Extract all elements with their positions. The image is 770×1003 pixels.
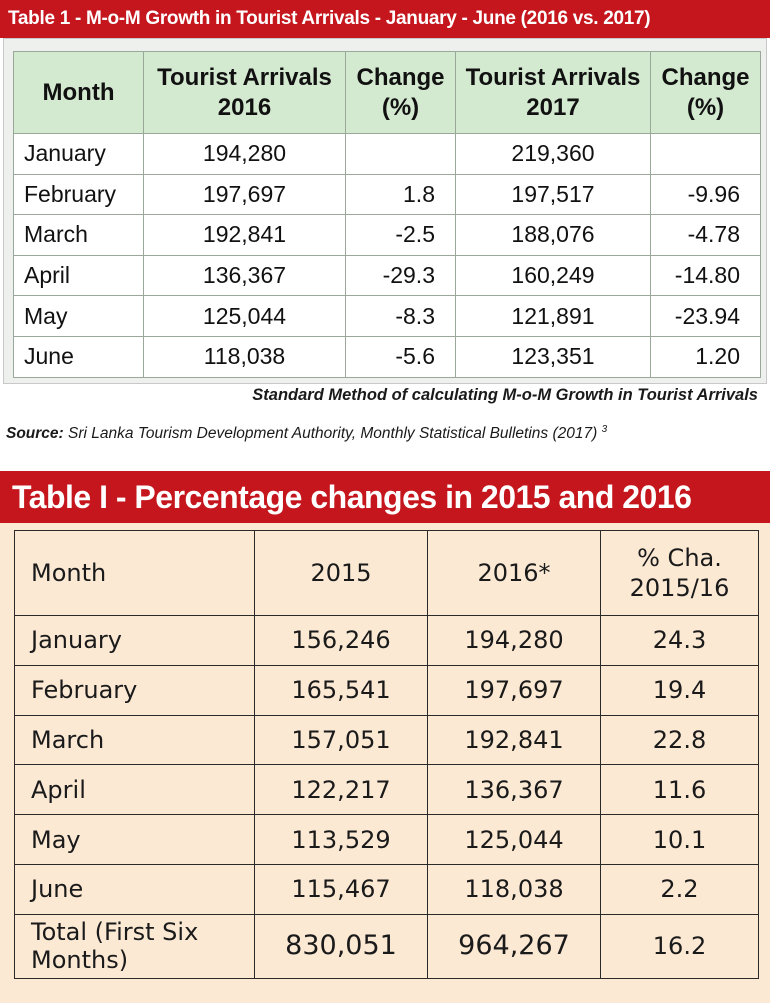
arrivals-2016-cell: 136,367 <box>144 255 346 296</box>
month-cell: April <box>15 765 255 815</box>
table-row <box>15 864 759 914</box>
change-2016-cell: -8.3 <box>346 296 456 337</box>
table1-header-row <box>14 52 761 134</box>
value-2015-cell: 113,529 <box>255 815 428 865</box>
table-row <box>14 296 761 337</box>
table-row <box>15 815 759 865</box>
month-cell: March <box>15 715 255 765</box>
change-2017-cell: -23.94 <box>651 296 761 337</box>
arrivals-2017-cell: 123,351 <box>456 336 651 377</box>
table-row <box>14 174 761 215</box>
table1-header-month: Month <box>14 52 144 134</box>
table-row <box>14 134 761 175</box>
value-2015-cell: 156,246 <box>255 616 428 666</box>
change-2017-cell: -9.96 <box>651 174 761 215</box>
change-2017-cell: 1.20 <box>651 336 761 377</box>
month-cell: January <box>14 134 144 175</box>
table2-header-pct-change: % Cha. 2015/16 <box>601 531 759 616</box>
month-cell: June <box>14 336 144 377</box>
table2-header-2016: 2016* <box>428 531 601 616</box>
arrivals-2016-cell: 192,841 <box>144 215 346 256</box>
table-row <box>15 665 759 715</box>
total-2016-cell: 964,267 <box>428 914 601 978</box>
change-2016-cell: -5.6 <box>346 336 456 377</box>
value-2016-cell: 118,038 <box>428 864 601 914</box>
table-row <box>14 336 761 377</box>
table-row <box>14 255 761 296</box>
table1-header-change-2017: Change (%) <box>651 52 761 134</box>
change-2016-cell <box>346 134 456 175</box>
change-2017-cell: -4.78 <box>651 215 761 256</box>
value-2016-cell: 192,841 <box>428 715 601 765</box>
month-cell: May <box>14 296 144 337</box>
pct-change-cell: 10.1 <box>601 815 759 865</box>
month-cell: February <box>14 174 144 215</box>
change-2016-cell: -2.5 <box>346 215 456 256</box>
arrivals-2016-cell: 125,044 <box>144 296 346 337</box>
month-cell: January <box>15 616 255 666</box>
arrivals-2016-cell: 194,280 <box>144 134 346 175</box>
month-cell: February <box>15 665 255 715</box>
month-cell: June <box>15 864 255 914</box>
table2 <box>14 530 759 979</box>
month-cell: May <box>15 815 255 865</box>
table1-header-change-2016: Change (%) <box>346 52 456 134</box>
table1-title: Table 1 - M-o-M Growth in Tourist Arrivals - January - June (2016 vs. 2017) <box>0 0 770 38</box>
table1 <box>13 51 761 378</box>
value-2015-cell: 165,541 <box>255 665 428 715</box>
arrivals-2016-cell: 118,038 <box>144 336 346 377</box>
table1-header-arrivals-2016: Tourist Arrivals 2016 <box>144 52 346 134</box>
table2-header-2015: 2015 <box>255 531 428 616</box>
change-2017-cell <box>651 134 761 175</box>
value-2015-cell: 122,217 <box>255 765 428 815</box>
table-row <box>15 616 759 666</box>
total-2015-cell: 830,051 <box>255 914 428 978</box>
pct-change-cell: 2.2 <box>601 864 759 914</box>
table2-panel <box>0 523 770 1003</box>
month-cell: April <box>14 255 144 296</box>
value-2015-cell: 115,467 <box>255 864 428 914</box>
total-pct-change-cell: 16.2 <box>601 914 759 978</box>
source-footnote: 3 <box>601 424 608 435</box>
arrivals-2017-cell: 121,891 <box>456 296 651 337</box>
value-2016-cell: 136,367 <box>428 765 601 815</box>
table2-header-row <box>15 531 759 616</box>
value-2016-cell: 194,280 <box>428 616 601 666</box>
source-text: Sri Lanka Tourism Development Authority, Monthly Statistical Bulletins (2017) <box>63 425 602 443</box>
source-label: Source: <box>6 425 64 443</box>
total-label-cell: Total (First Six Months) <box>15 914 255 978</box>
arrivals-2017-cell: 219,360 <box>456 134 651 175</box>
arrivals-2017-cell: 188,076 <box>456 215 651 256</box>
table1-method-note: Standard Method of calculating M-o-M Growth in Tourist Arrivals <box>252 386 758 404</box>
table1-header-arrivals-2017: Tourist Arrivals 2017 <box>456 52 651 134</box>
value-2015-cell: 157,051 <box>255 715 428 765</box>
change-2016-cell: 1.8 <box>346 174 456 215</box>
source-line <box>6 424 766 443</box>
month-cell: March <box>14 215 144 256</box>
change-2016-cell: -29.3 <box>346 255 456 296</box>
value-2016-cell: 125,044 <box>428 815 601 865</box>
table2-title: Table I - Percentage changes in 2015 and 2016 <box>0 471 770 523</box>
pct-change-cell: 22.8 <box>601 715 759 765</box>
table-row <box>15 715 759 765</box>
table2-header-month: Month <box>15 531 255 616</box>
table-row <box>14 215 761 256</box>
arrivals-2017-cell: 197,517 <box>456 174 651 215</box>
pct-change-cell: 19.4 <box>601 665 759 715</box>
table1-panel <box>3 38 767 384</box>
arrivals-2016-cell: 197,697 <box>144 174 346 215</box>
pct-change-cell: 24.3 <box>601 616 759 666</box>
table2-total-row <box>15 914 759 978</box>
arrivals-2017-cell: 160,249 <box>456 255 651 296</box>
pct-change-cell: 11.6 <box>601 765 759 815</box>
value-2016-cell: 197,697 <box>428 665 601 715</box>
table-row <box>15 765 759 815</box>
change-2017-cell: -14.80 <box>651 255 761 296</box>
